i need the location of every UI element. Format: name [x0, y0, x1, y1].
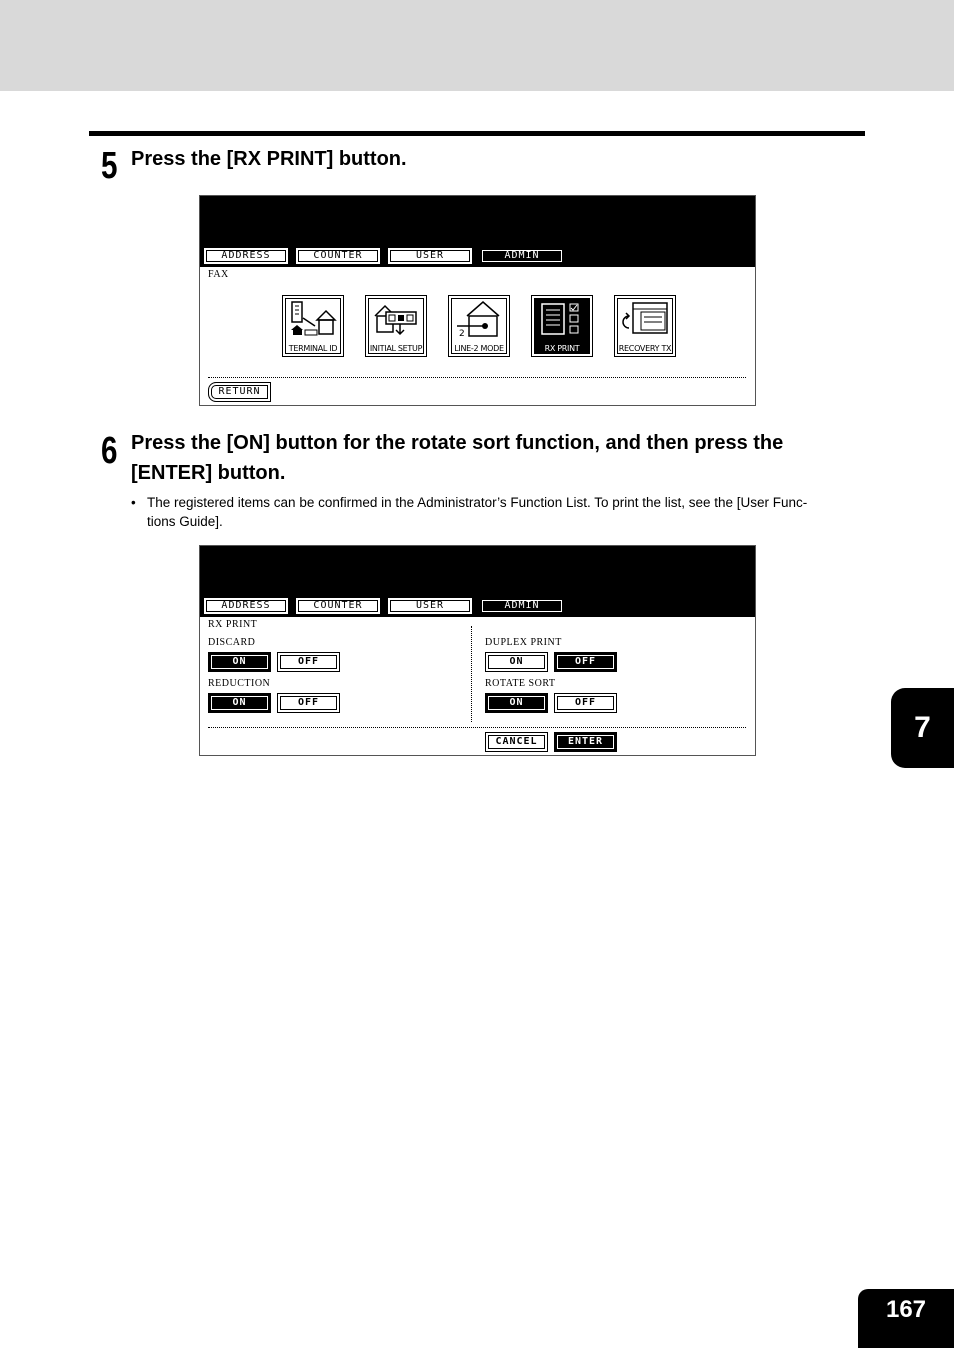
discard-label: DISCARD: [208, 637, 256, 648]
note-line-2: tions Guide].: [147, 514, 223, 529]
tab-address[interactable]: ADDRESS: [203, 597, 289, 615]
header-band: [0, 0, 954, 91]
divider: [208, 377, 746, 378]
rotate-sort-on-button[interactable]: ON: [485, 693, 548, 713]
reduction-on-button[interactable]: ON: [208, 693, 271, 713]
reduction-off-button[interactable]: OFF: [277, 693, 340, 713]
step-6-number: 6: [101, 430, 118, 472]
rx-print-screen: [199, 545, 756, 756]
step-6-title-line2: [ENTER] button.: [131, 462, 286, 484]
enter-button[interactable]: ENTER: [554, 732, 617, 752]
note-line-1: The registered items can be confirmed in the Administrator’s Function List. To print the list, see the [User Func-: [147, 495, 808, 510]
note-text: [147, 493, 867, 531]
cancel-button[interactable]: CANCEL: [485, 732, 548, 752]
tab-admin[interactable]: ADMIN: [479, 597, 565, 615]
tab-counter[interactable]: COUNTER: [295, 247, 381, 265]
initial-setup-icon: [372, 300, 420, 338]
step-5-title: Press the [RX PRINT] button.: [131, 148, 407, 170]
section-label: RX PRINT: [208, 619, 258, 630]
svg-text:2: 2: [459, 329, 465, 338]
line2-mode-label: LINE-2 MODE: [454, 344, 504, 353]
rotate-sort-off-button[interactable]: OFF: [554, 693, 617, 713]
column-divider: [471, 626, 472, 722]
reduction-label: REDUCTION: [208, 678, 271, 689]
initial-setup-button[interactable]: [365, 295, 427, 357]
tab-address[interactable]: ADDRESS: [203, 247, 289, 265]
terminal-id-icon: [289, 300, 337, 338]
terminal-id-label: TERMINAL ID: [288, 344, 338, 353]
note-bullet: •: [131, 495, 136, 510]
duplex-print-on-button[interactable]: ON: [485, 652, 548, 672]
discard-off-button[interactable]: OFF: [277, 652, 340, 672]
line2-mode-icon: [455, 300, 503, 338]
divider: [208, 727, 746, 728]
rx-print-button[interactable]: [531, 295, 593, 357]
fax-admin-screen: [199, 195, 756, 406]
section-rule: [89, 131, 865, 136]
tab-user[interactable]: USER: [387, 597, 473, 615]
duplex-print-off-button[interactable]: OFF: [554, 652, 617, 672]
line2-mode-button[interactable]: [448, 295, 510, 357]
chapter-tab: 7: [891, 688, 954, 768]
recovery-tx-icon: [621, 300, 669, 338]
rotate-sort-label: ROTATE SORT: [485, 678, 556, 689]
terminal-id-button[interactable]: [282, 295, 344, 357]
initial-setup-label: INITIAL SETUP: [369, 344, 423, 353]
recovery-tx-label: RECOVERY TX: [618, 344, 672, 353]
duplex-print-label: DUPLEX PRINT: [485, 637, 562, 648]
section-label: FAX: [208, 269, 229, 280]
tab-counter[interactable]: COUNTER: [295, 597, 381, 615]
tab-user[interactable]: USER: [387, 247, 473, 265]
rx-print-icon: [538, 300, 586, 338]
page-number: 167: [858, 1289, 954, 1348]
tab-admin[interactable]: ADMIN: [479, 247, 565, 265]
recovery-tx-button[interactable]: [614, 295, 676, 357]
step-5-number: 5: [101, 145, 118, 187]
step-6-title-line1: Press the [ON] button for the rotate sort function, and then press the: [131, 432, 784, 454]
return-button[interactable]: RETURN: [208, 382, 271, 402]
rx-print-label: RX PRINT: [544, 344, 580, 353]
discard-on-button[interactable]: ON: [208, 652, 271, 672]
